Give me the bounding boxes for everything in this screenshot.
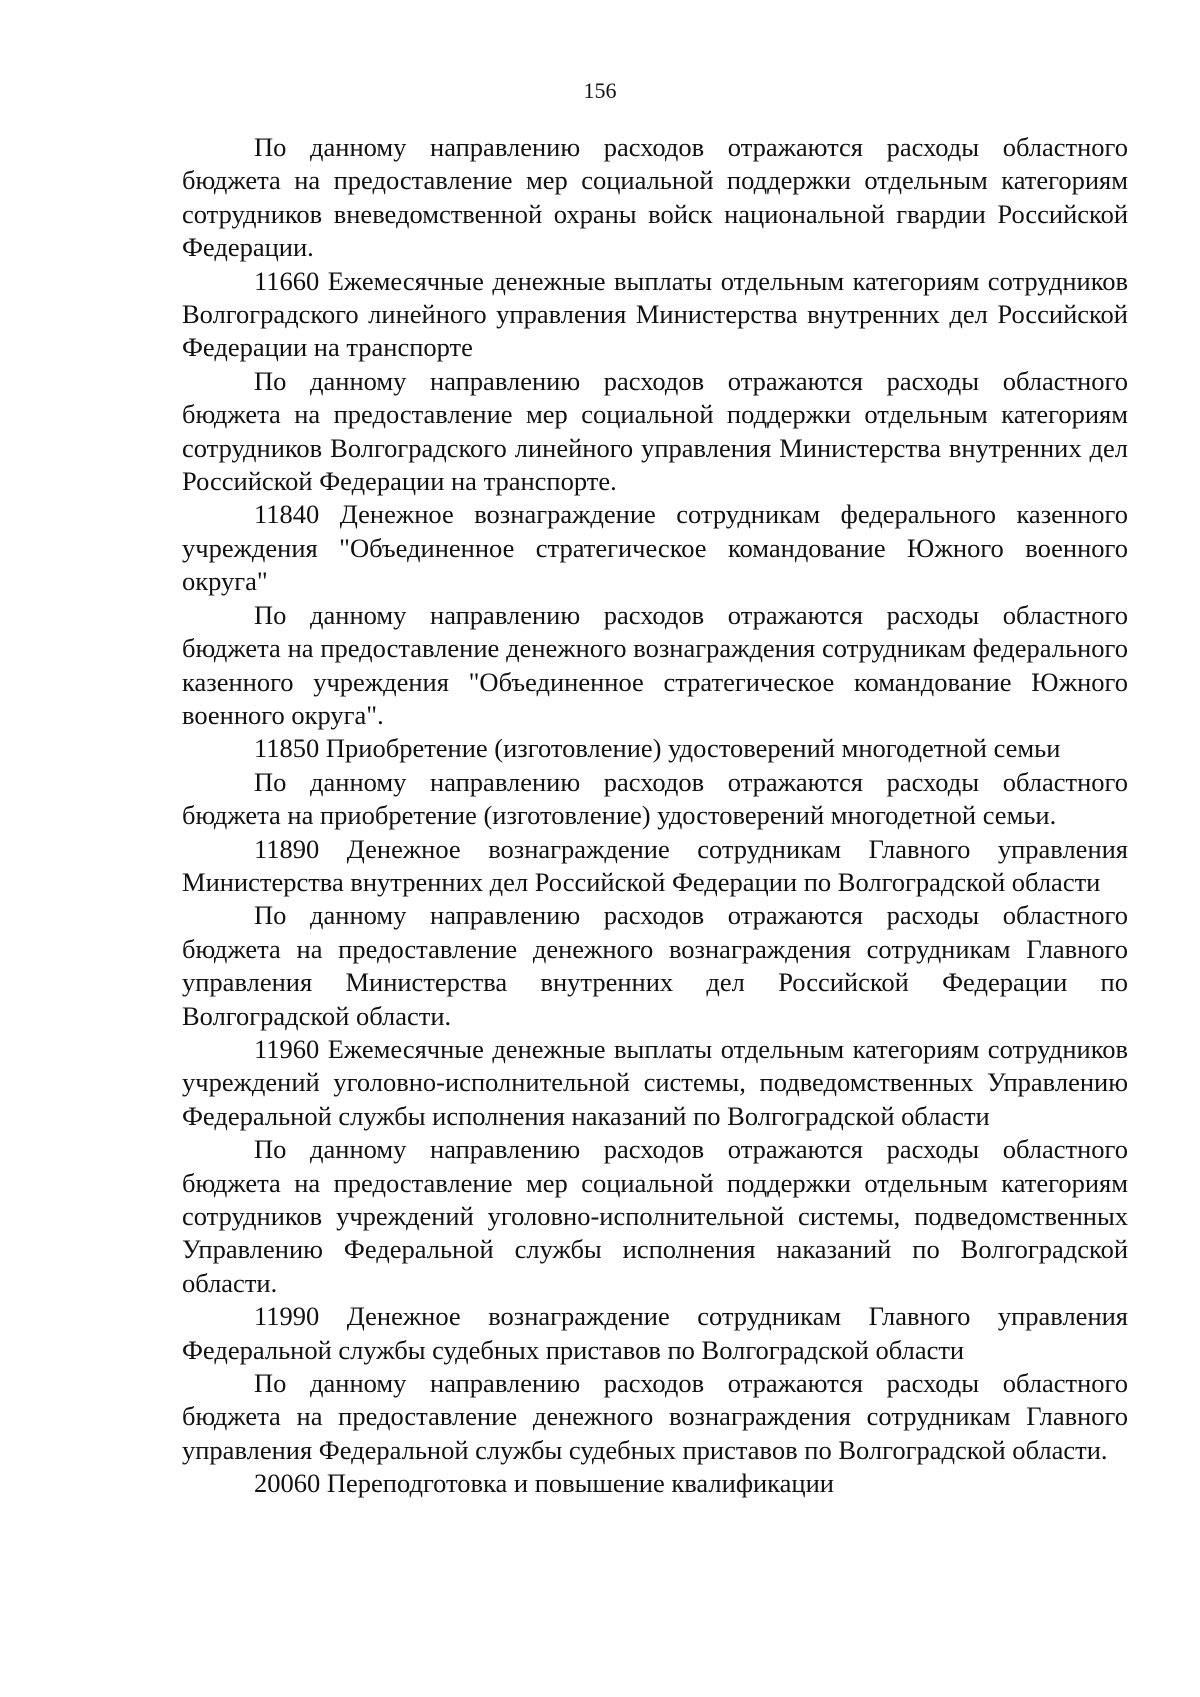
paragraph-heading-11660: 11660 Ежемесячные денежные выплаты отдельным категориям сотрудников Волгоградского линейного управления Министерства внутренних дел Российской Федерации на транспорте xyxy=(182,265,1128,363)
paragraph-description: По данному направлению расходов отражаются расходы областного бюджета на предоставление мер социальной поддержки отдельным категориям сотрудников Волгоградского линейного управления Министерства внутренних дел Российской Федерации на транспорте. xyxy=(182,365,1128,497)
paragraph-description: По данному направлению расходов отражаются расходы областного бюджета на предоставление денежного вознаграждения сотрудникам Главного управления Федеральной службы судебных приставов по Волгоградской области. xyxy=(182,1368,1128,1465)
paragraph-heading-11990: 11990 Денежное вознаграждение сотрудникам Главного управления Федеральной службы судебных приставов по Волгоградской области xyxy=(182,1301,1128,1365)
paragraph-heading-11850: 11850 Приобретение (изготовление) удостоверений многодетной семьи xyxy=(254,733,1061,764)
paragraph-description: По данному направлению расходов отражаются расходы областного бюджета на предоставление мер социальной поддержки отдельным категориям сотрудников вневедомственной охраны войск национальной гвардии Российской Федерации. xyxy=(182,132,1128,263)
paragraph-description: По данному направлению расходов отражаются расходы областного бюджета на предоставление денежного вознаграждения сотрудникам Главного управления Министерства внутренних дел Российской Федерации по Волгоградской области. xyxy=(182,900,1128,1031)
document-body xyxy=(182,131,1128,1501)
paragraph-description: По данному направлению расходов отражаются расходы областного бюджета на предоставление мер социальной поддержки отдельным категориям сотрудников учреждений уголовно-исполнительной системы, подведомственных Управлению Федеральной службы исполнения наказаний по Волгоградской области. xyxy=(182,1134,1128,1298)
paragraph-heading-20060: 20060 Переподготовка и повышение квалификации xyxy=(254,1468,834,1499)
paragraph-heading-11960: 11960 Ежемесячные денежные выплаты отдельным категориям сотрудников учреждений уголовно-исполнительной системы, подведомственных Управлению Федеральной службы исполнения наказаний по Волгоградской области xyxy=(182,1033,1128,1131)
paragraph-description: По данному направлению расходов отражаются расходы областного бюджета на приобретение (изготовление) удостоверений многодетной семьи. xyxy=(182,766,1128,831)
page-number: 156 xyxy=(583,78,617,103)
paragraph-heading-11840: 11840 Денежное вознаграждение сотрудникам федерального казенного учреждения "Объединенное стратегическое командование Южного военного округа" xyxy=(182,499,1128,597)
paragraph-description: По данному направлению расходов отражаются расходы областного бюджета на предоставление денежного вознаграждения сотрудникам федерального казенного учреждения "Объединенное стратегическое командование Южного военного округа". xyxy=(182,599,1128,730)
paragraph-heading-11890: 11890 Денежное вознаграждение сотрудникам Главного управления Министерства внутренних дел Российской Федерации по Волгоградской области xyxy=(182,833,1128,897)
